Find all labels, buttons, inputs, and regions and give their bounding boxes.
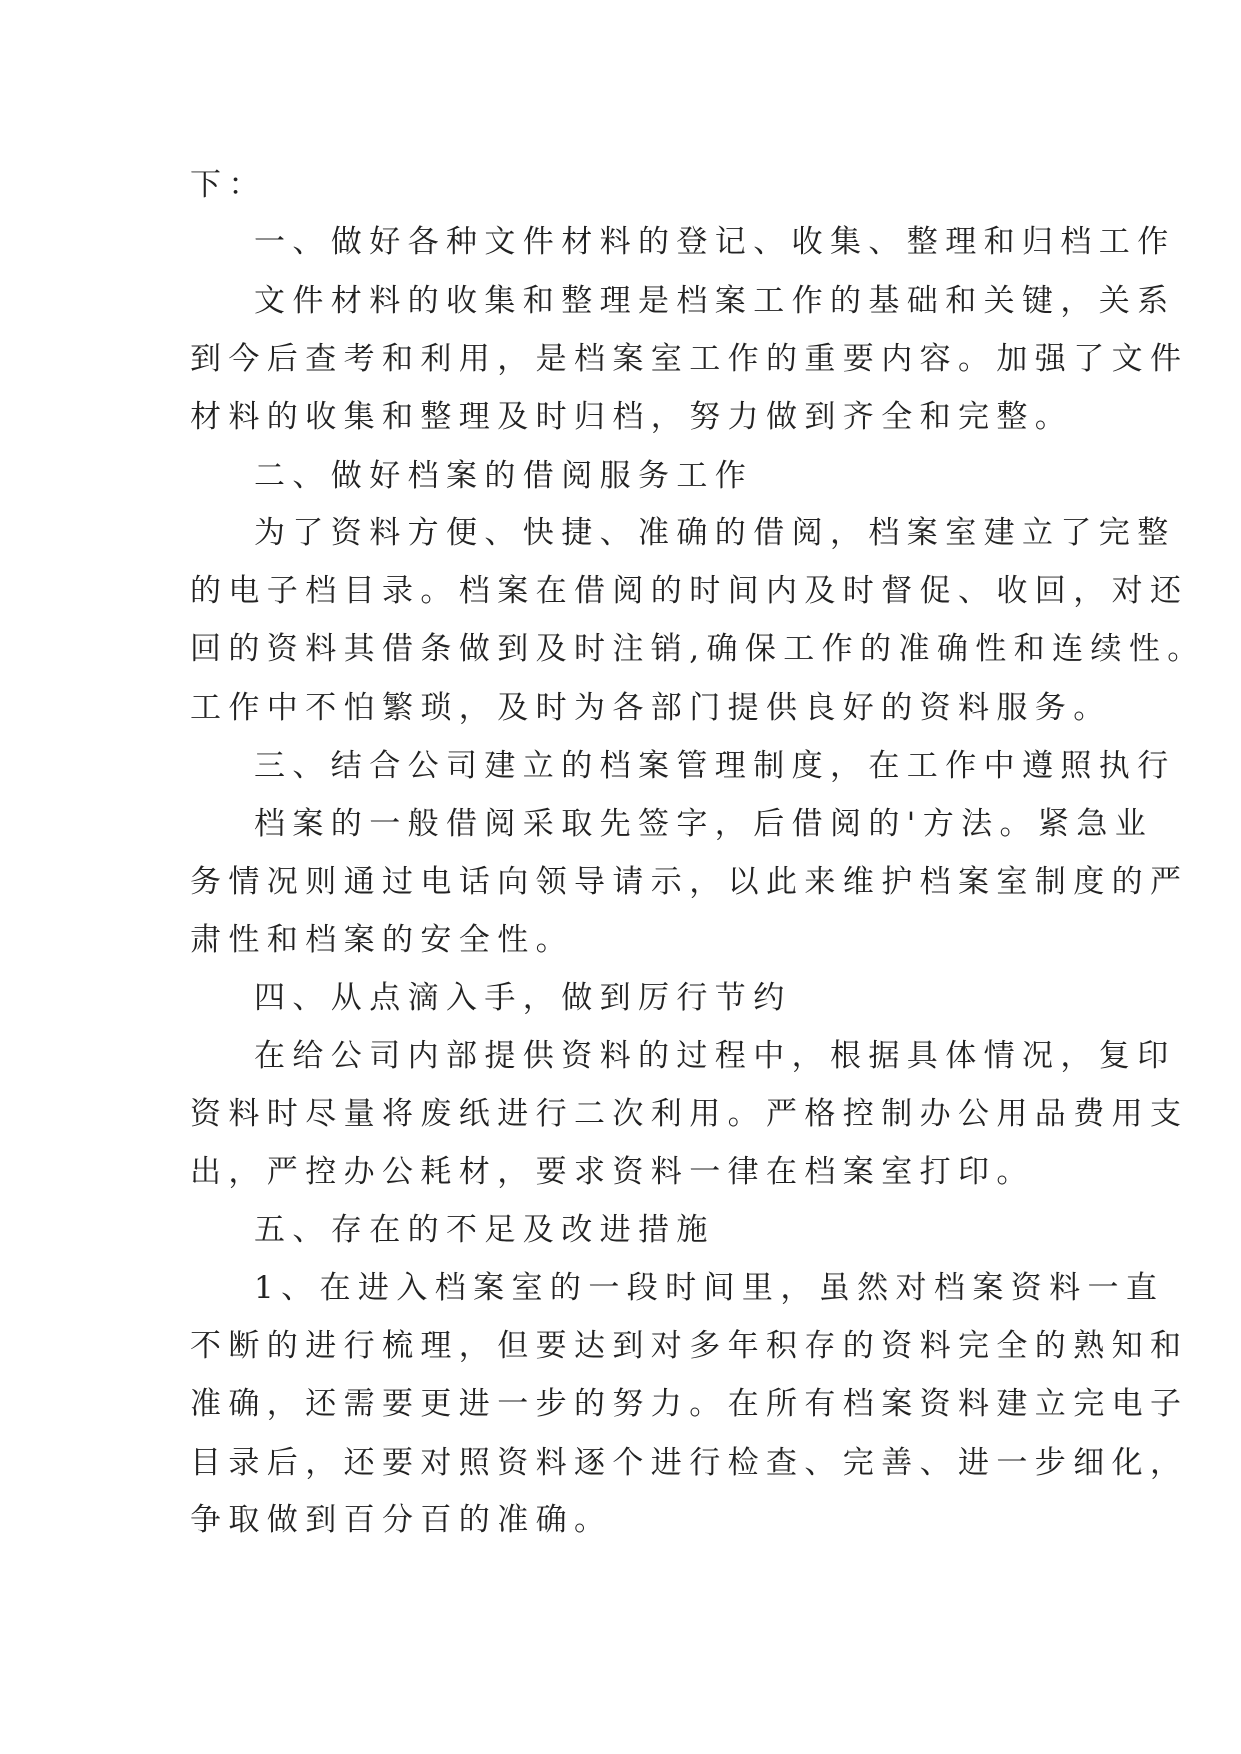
section-heading: 一、做好各种文件材料的登记、收集、整理和归档工作	[254, 224, 1176, 260]
section-heading: 四、从点滴入手，做到厉行节约	[254, 980, 792, 1016]
text-line: 的电子档目录。档案在借阅的时间内及时督促、收回，对还	[190, 573, 1189, 609]
text-line: 不断的进行梳理，但要达到对多年积存的资料完全的熟知和	[190, 1328, 1189, 1364]
section-heading: 五、存在的不足及改进措施	[254, 1212, 715, 1248]
text-line: 到今后查考和利用，是档案室工作的重要内容。加强了文件	[190, 341, 1189, 377]
text-line: 回的资料其借条做到及时注销,确保工作的准确性和连续性。	[190, 631, 1206, 667]
text-line: 1、在进入档案室的一段时间里，虽然对档案资料一直	[254, 1270, 1165, 1306]
text-line: 肃性和档案的安全性。	[190, 922, 574, 958]
section-heading: 二、做好档案的借阅服务工作	[254, 458, 754, 494]
section-heading: 三、结合公司建立的档案管理制度，在工作中遵照执行	[254, 748, 1176, 784]
text-line: 在给公司内部提供资料的过程中，根据具体情况，复印	[254, 1038, 1176, 1074]
text-line: 档案的一般借阅采取先签字，后借阅的'方法。紧急业	[254, 806, 1154, 842]
text-line: 目录后，还要对照资料逐个进行检查、完善、进一步细化，	[190, 1445, 1189, 1481]
text-line: 准确，还需要更进一步的努力。在所有档案资料建立完电子	[190, 1386, 1189, 1422]
text-line: 下：	[190, 167, 267, 203]
text-line: 务情况则通过电话向领导请示，以此来维护档案室制度的严	[190, 864, 1189, 900]
text-line: 为了资料方便、快捷、准确的借阅，档案室建立了完整	[254, 515, 1176, 551]
text-line: 争取做到百分百的准确。	[190, 1502, 613, 1538]
text-line: 文件材料的收集和整理是档案工作的基础和关键，关系	[254, 283, 1176, 319]
text-line: 工作中不怕繁琐，及时为各部门提供良好的资料服务。	[190, 690, 1112, 726]
text-line: 出，严控办公耗材，要求资料一律在档案室打印。	[190, 1154, 1035, 1190]
text-line: 材料的收集和整理及时归档，努力做到齐全和完整。	[190, 399, 1074, 435]
text-line: 资料时尽量将废纸进行二次利用。严格控制办公用品费用支	[190, 1096, 1189, 1132]
